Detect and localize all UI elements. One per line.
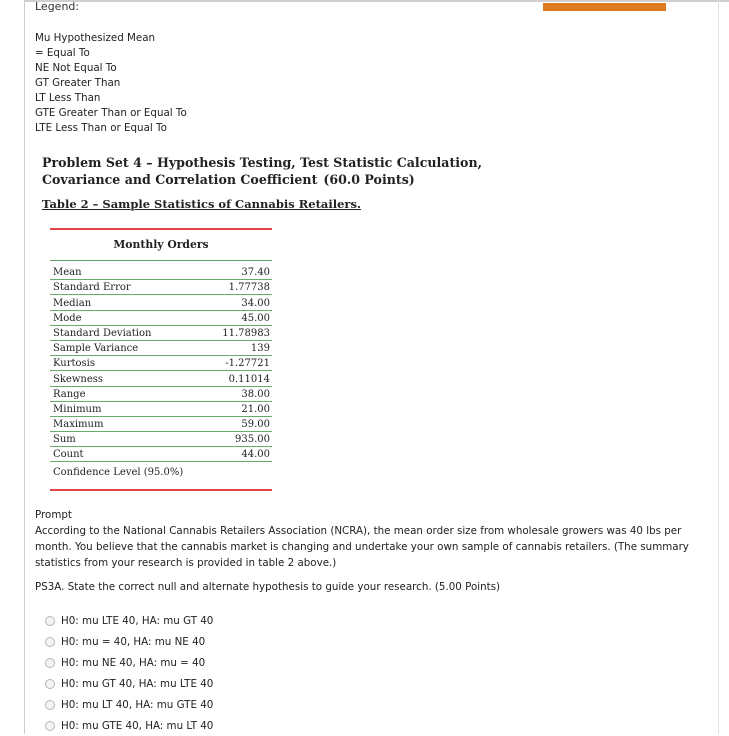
legend-title: Legend:	[35, 0, 80, 13]
answer-option-label[interactable]: H0: mu LT 40, HA: mu GTE 40	[61, 698, 214, 711]
table-row	[50, 280, 272, 295]
top-frame-border	[24, 0, 729, 2]
radio-button[interactable]	[45, 616, 55, 626]
row-value: 21.00	[241, 403, 270, 415]
row-label: Minimum	[53, 403, 102, 415]
row-label: Skewness	[53, 373, 104, 385]
row-label: Standard Deviation	[53, 327, 152, 339]
table-row	[50, 311, 272, 326]
answer-option[interactable]	[45, 610, 213, 631]
table-row	[50, 417, 272, 432]
table-row	[50, 341, 272, 356]
answer-option-label[interactable]: H0: mu NE 40, HA: mu = 40	[61, 656, 206, 669]
table-header-rule	[50, 260, 272, 261]
table-row	[50, 402, 272, 417]
table-caption: Table 2 – Sample Statistics of Cannabis Retailers.	[42, 197, 361, 211]
problem-set-title	[42, 154, 562, 188]
row-label: Standard Error	[53, 282, 131, 294]
answer-option[interactable]	[45, 673, 213, 694]
answer-option[interactable]	[45, 631, 213, 652]
table-row	[50, 462, 272, 479]
row-label: Count	[53, 449, 84, 461]
table-row	[50, 265, 272, 280]
row-value: 1.77738	[228, 282, 270, 294]
legend-item: = Equal To	[35, 47, 90, 59]
radio-button[interactable]	[45, 658, 55, 668]
problem-set-title-text: Problem Set 4 – Hypothesis Testing, Test Statistic Calculation, Covariance and Correlation Coefficient	[42, 155, 482, 187]
table-row	[50, 371, 272, 386]
legend-list	[35, 31, 187, 136]
statistics-table	[50, 228, 272, 491]
answer-option[interactable]	[45, 715, 213, 736]
problem-set-points: (60.0 Points)	[323, 172, 415, 187]
answer-option[interactable]	[45, 652, 213, 673]
row-value: 37.40	[241, 267, 270, 279]
legend-item: NE Not Equal To	[35, 62, 117, 74]
row-label: Mode	[53, 312, 82, 324]
answer-option-label[interactable]: H0: mu GT 40, HA: mu LTE 40	[61, 677, 214, 690]
row-value: 935.00	[235, 434, 270, 446]
radio-button[interactable]	[45, 700, 55, 710]
answer-option-label[interactable]: H0: mu = 40, HA: mu NE 40	[61, 635, 206, 648]
legend-item: GTE Greater Than or Equal To	[35, 107, 187, 119]
row-label: Kurtosis	[53, 358, 95, 370]
legend-item: LTE Less Than or Equal To	[35, 122, 167, 134]
row-label: Mean	[53, 267, 82, 279]
row-value: 59.00	[241, 419, 270, 431]
legend-item: Mu Hypothesized Mean	[35, 32, 156, 44]
answer-options	[45, 610, 213, 736]
row-label: Sample Variance	[53, 343, 139, 355]
row-value: 34.00	[241, 297, 270, 309]
accent-bar	[543, 3, 666, 11]
row-label: Range	[53, 388, 86, 400]
row-value: 44.00	[241, 449, 270, 461]
row-label: Maximum	[53, 419, 104, 431]
prompt-text: According to the National Cannabis Retailers Association (NCRA), the mean order size from wholesale growers was 40 lbs per month. You believe that the cannabis market is changing and undertake your own sample of cannabis retailers. (The summary statistics from your research is provided in table 2 above.)	[35, 525, 689, 569]
prompt-label: Prompt	[35, 509, 72, 521]
right-frame-border	[718, 0, 729, 734]
table-bottom-rule	[50, 489, 272, 491]
row-value: 11.78983	[222, 327, 270, 339]
row-label: Median	[53, 297, 92, 309]
answer-option-label[interactable]: H0: mu LTE 40, HA: mu GT 40	[61, 614, 214, 627]
legend-item: LT Less Than	[35, 92, 101, 104]
table-row	[50, 387, 272, 402]
left-frame-border	[0, 0, 25, 734]
table-row	[50, 295, 272, 310]
row-value: 139	[250, 343, 270, 355]
radio-button[interactable]	[45, 679, 55, 689]
row-label: Confidence Level (95.0%)	[53, 467, 184, 479]
radio-button[interactable]	[45, 637, 55, 647]
answer-option-label[interactable]: H0: mu GTE 40, HA: mu LT 40	[61, 719, 214, 732]
legend-item: GT Greater Than	[35, 77, 121, 89]
question-text: PS3A. State the correct null and alternate hypothesis to guide your research. (5.00 Points)	[35, 581, 501, 593]
row-value: 0.11014	[228, 373, 270, 385]
row-value: 45.00	[241, 312, 270, 324]
prompt-block	[35, 507, 720, 571]
table-row	[50, 447, 272, 462]
radio-button[interactable]	[45, 721, 55, 731]
table-row	[50, 326, 272, 341]
table-row	[50, 356, 272, 371]
table-header: Monthly Orders	[113, 238, 209, 251]
table-row	[50, 432, 272, 447]
row-label: Sum	[53, 434, 76, 446]
answer-option[interactable]	[45, 694, 213, 715]
row-value: 38.00	[241, 388, 270, 400]
row-value: -1.27721	[225, 358, 270, 370]
